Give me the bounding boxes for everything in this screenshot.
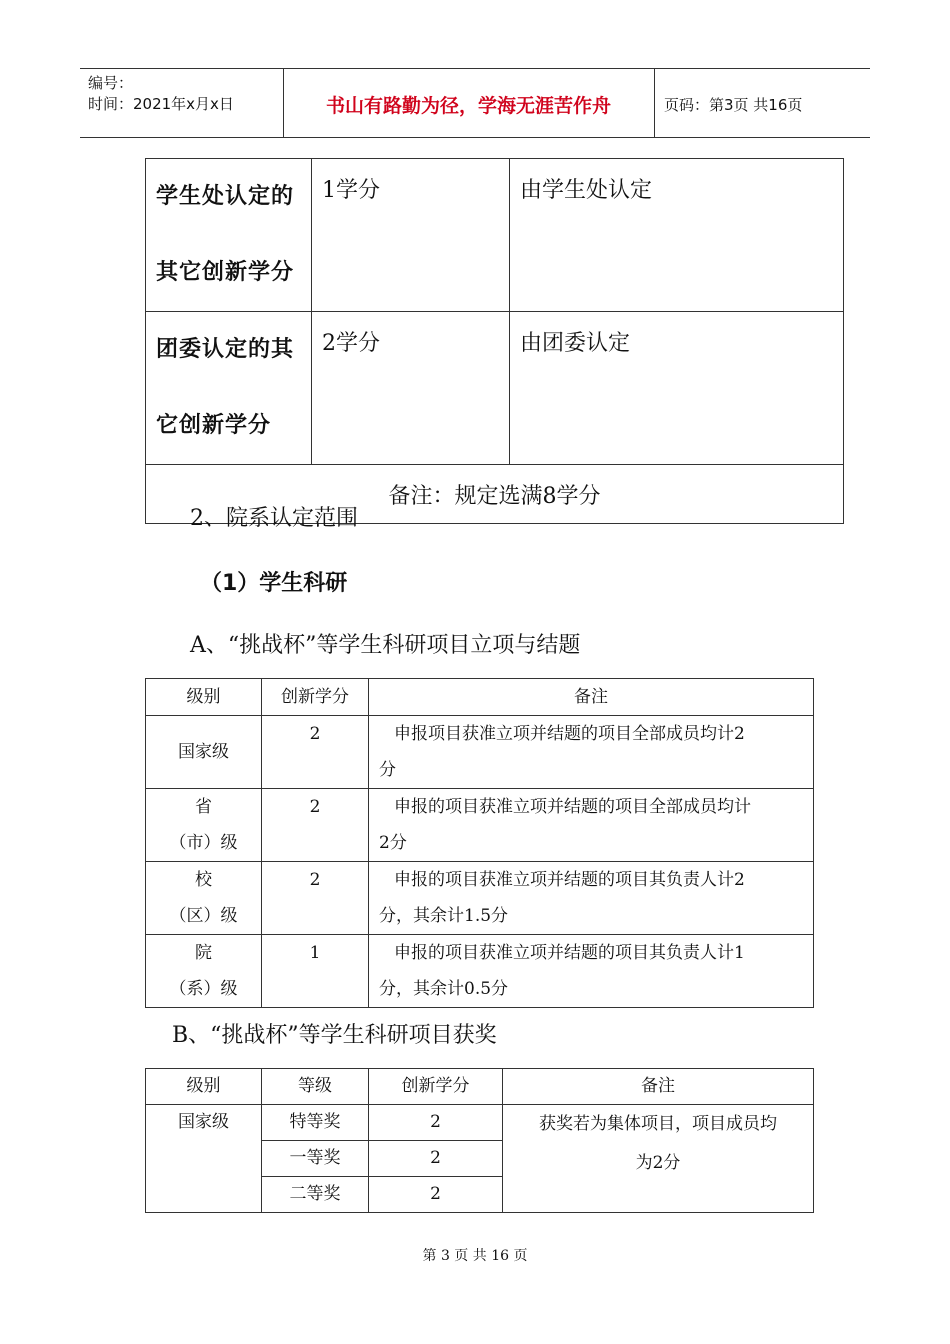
table-row: [146, 1105, 814, 1141]
header-meta: [88, 73, 234, 115]
level-line: （区）级: [169, 906, 238, 926]
table-row: [146, 716, 814, 789]
remark-line: 获奖若为集体项目，项目成员均: [539, 1114, 777, 1134]
table-row: [146, 789, 814, 862]
header-divider: [654, 69, 655, 137]
remark-line: 2分: [379, 833, 407, 853]
award-table: [145, 1068, 814, 1213]
table-row: [146, 312, 844, 465]
table-cell-credit: 2: [262, 716, 369, 789]
column-header: 备注: [503, 1069, 814, 1105]
table-cell-level: [146, 862, 262, 935]
column-header: 等级: [262, 1069, 369, 1105]
table-cell-level: [146, 935, 262, 1008]
project-approval-table: [145, 678, 814, 1008]
remark-line: 申报的项目获准立项并结题的项目其负责人计2: [394, 870, 745, 890]
table-cell-remark: [369, 789, 814, 862]
column-header: 备注: [369, 679, 814, 716]
header-number: 编号：: [88, 74, 134, 92]
table-cell-grade: 二等奖: [262, 1177, 369, 1213]
level-line: 校: [195, 870, 212, 890]
part-b-title: B、“挑战杯”等学生科研项目获奖: [172, 1023, 497, 1048]
label-line: 其它创新学分: [156, 260, 295, 285]
table-cell-credit: 1: [262, 935, 369, 1008]
subsection-title: （1）学生科研: [200, 571, 348, 596]
table-cell-credit: 2学分: [312, 312, 510, 465]
remark-line: 分: [379, 760, 396, 780]
table-cell-label: [146, 312, 312, 465]
table-row: [146, 862, 814, 935]
table-header-row: [146, 1069, 814, 1105]
remark-line: 申报的项目获准立项并结题的项目其负责人计1: [394, 943, 745, 963]
level-line: （市）级: [169, 833, 238, 853]
table-cell-level: [146, 789, 262, 862]
table-row: [146, 159, 844, 312]
table-cell-credit: 2: [262, 789, 369, 862]
table-remark: 备注：规定选满8学分: [146, 465, 844, 524]
table-cell-credit: 2: [369, 1141, 503, 1177]
table-cell-remark: [503, 1105, 814, 1213]
part-a-title: A、“挑战杯”等学生科研项目立项与结题: [190, 633, 581, 658]
section-title: 2、院系认定范围: [190, 506, 358, 531]
table-cell-note: 由团委认定: [510, 312, 844, 465]
column-header: 级别: [146, 1069, 262, 1105]
page-header: [80, 68, 870, 138]
label-line: 学生处认定的: [156, 184, 295, 209]
column-header: 级别: [146, 679, 262, 716]
table-cell-grade: 特等奖: [262, 1105, 369, 1141]
column-header: 创新学分: [369, 1069, 503, 1105]
remark-line: 为2分: [635, 1153, 681, 1173]
page-footer: 第 3 页 共 16 页: [422, 1248, 528, 1264]
table-cell-credit: 2: [262, 862, 369, 935]
table-cell-grade: 一等奖: [262, 1141, 369, 1177]
remark-line: 分，其余计1.5分: [379, 906, 509, 926]
table-cell-credit: 2: [369, 1177, 503, 1213]
remark-line: 申报项目获准立项并结题的项目全部成员均计2: [394, 724, 745, 744]
label-line: 团委认定的其: [156, 337, 295, 362]
table-cell-remark: [369, 935, 814, 1008]
table-cell-label: [146, 159, 312, 312]
level-line: 省: [195, 797, 212, 817]
column-header: 创新学分: [262, 679, 369, 716]
table-header-row: [146, 679, 814, 716]
table-row: [146, 935, 814, 1008]
table-cell-remark: [369, 862, 814, 935]
table-cell-level: 国家级: [146, 1105, 262, 1213]
header-page-info: 页码：第3页 共16页: [664, 96, 803, 114]
header-motto: 书山有路勤为径，学海无涯苦作舟: [325, 95, 611, 117]
table-cell-credit: 2: [369, 1105, 503, 1141]
level-line: 院: [195, 943, 212, 963]
remark-line: 申报的项目获准立项并结题的项目全部成员均计: [394, 797, 751, 817]
level-line: （系）级: [169, 979, 238, 999]
label-line: 它创新学分: [156, 413, 272, 438]
remark-line: 分，其余计0.5分: [379, 979, 509, 999]
header-time: 时间：2021年x月x日: [88, 95, 234, 113]
table-cell-note: 由学生处认定: [510, 159, 844, 312]
table-cell-level: [146, 716, 262, 789]
table-cell-remark: [369, 716, 814, 789]
credit-table-other: [145, 158, 844, 524]
table-cell-credit: 1学分: [312, 159, 510, 312]
level-line: 国家级: [178, 742, 229, 762]
